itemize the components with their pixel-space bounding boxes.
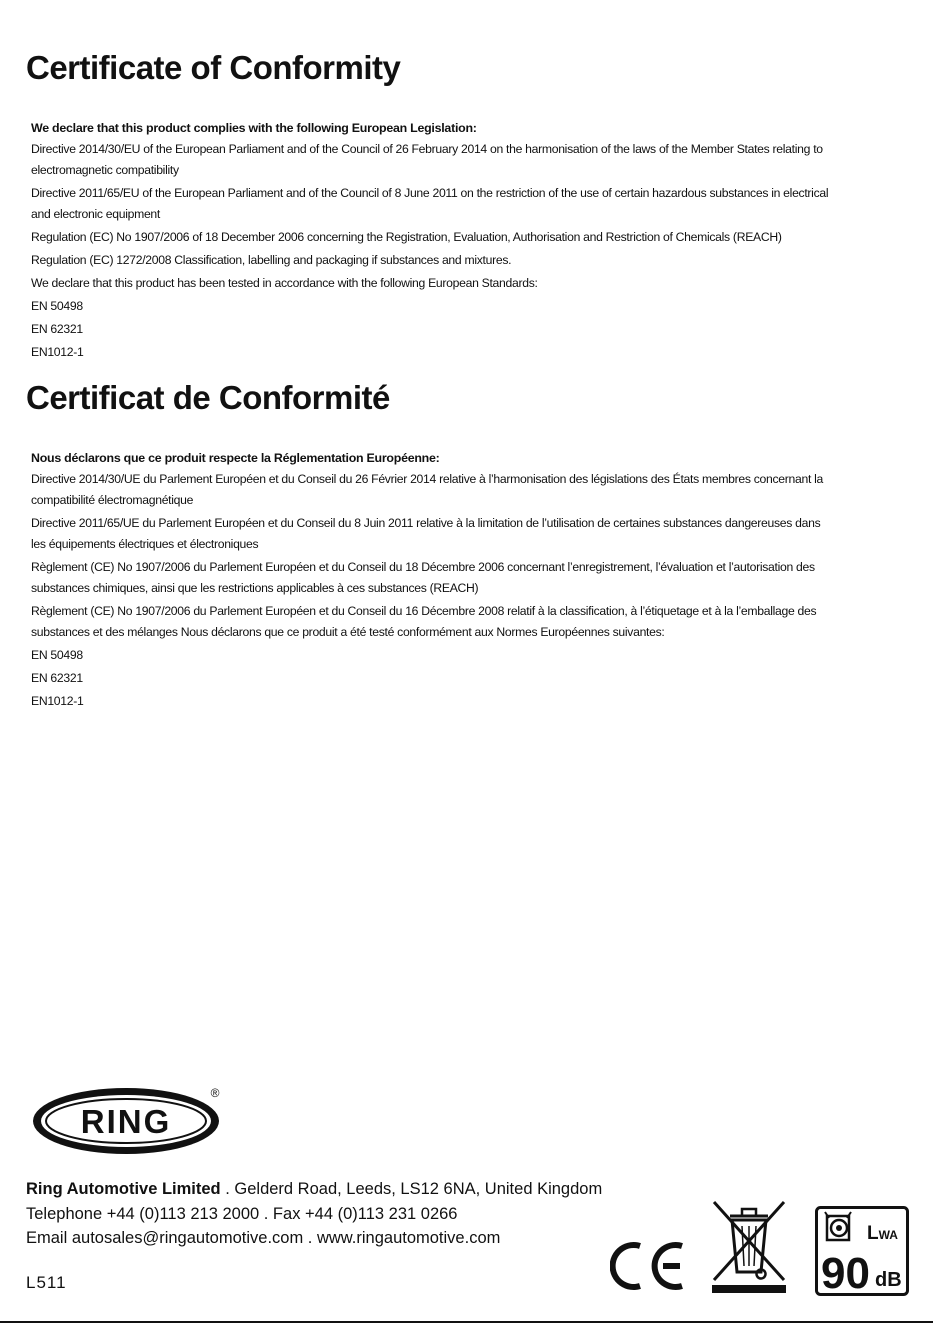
- fr-paragraph: Règlement (CE) No 1907/2006 du Parlement Européen et du Conseil du 16 Décembre 2008 relatif à la classification, à l’étiquetage et à la l’emballage des substances et des mélanges Nous déclarons que ce produit a été testé conformément aux Normes Européennes suivantes:: [31, 604, 817, 639]
- bottom-rule: [0, 1321, 933, 1323]
- email-line: Email autosales@ringautomotive.com . www.ringautomotive.com: [26, 1229, 501, 1247]
- contact-block: [26, 1177, 602, 1251]
- fr-standard: EN1012-1: [31, 694, 84, 708]
- fr-paragraph: Directive 2014/30/UE du Parlement Européen et du Conseil du 26 Février 2014 relative à l’harmonisation des législations des États membres concernant la compatibilité électromagnétique: [31, 472, 824, 507]
- phone-line: Telephone +44 (0)113 213 2000 . Fax +44 (0)113 231 0266: [26, 1204, 458, 1223]
- en-paragraph: We declare that this product has been tested in accordance with the following European Standards:: [31, 276, 538, 290]
- fr-paragraph: Directive 2011/65/UE du Parlement Européen et du Conseil du 8 Juin 2011 relative à la limitation de l’utilisation de certaines substances dangereuses dans les équipements électriques et électroniques: [31, 516, 821, 551]
- certificate-en-section: [26, 50, 846, 365]
- noise-level-label: [815, 1206, 911, 1303]
- en-paragraph: Directive 2011/65/EU of the European Parliament and of the Council of 8 June 2011 on the restriction of the use of certain hazardous substances in electrical and electronic equipment: [31, 186, 829, 221]
- en-standard: EN 62321: [31, 322, 83, 336]
- certificate-fr-title: Certificat de Conformité: [26, 379, 390, 416]
- address-line: [26, 1177, 602, 1202]
- fr-paragraph: Règlement (CE) No 1907/2006 du Parlement Européen et du Conseil du 18 Décembre 2006 concernant l’enregistrement, l’évaluation et l’autorisation des substances chimiques, ainsi que les restrictions applicables à ces substances (REACH): [31, 560, 815, 595]
- product-code: L511: [26, 1273, 67, 1292]
- noise-value: 90: [821, 1249, 870, 1298]
- company-name: Ring Automotive Limited: [26, 1180, 221, 1198]
- en-paragraph: Directive 2014/30/EU of the European Parliament and of the Council of 26 February 2014 on the harmonisation of the laws of the Member States relating to electromagnetic compatibility: [31, 142, 823, 177]
- certificate-fr-section: [26, 380, 846, 714]
- registered-mark: ®: [210, 1086, 220, 1100]
- certificate-en-title: Certificate of Conformity: [26, 49, 401, 86]
- weee-bin-icon: [708, 1198, 790, 1301]
- ce-mark-icon: [610, 1240, 688, 1297]
- ring-logo-text: RING: [80, 1103, 172, 1140]
- en-standard: EN 50498: [31, 299, 83, 313]
- noise-label-text: LWA: [867, 1223, 898, 1244]
- certificate-fr-intro: Nous déclarons que ce produit respecte la Réglementation Européenne:: [31, 451, 440, 465]
- certificate-en-intro: We declare that this product complies with the following European Legislation:: [31, 121, 477, 135]
- company-address: . Gelderd Road, Leeds, LS12 6NA, United Kingdom: [220, 1180, 603, 1198]
- ear-protection-icon: [825, 1212, 851, 1240]
- ce-mark-label: CE: [610, 1240, 612, 1241]
- en-paragraph: Regulation (EC) 1272/2008 Classification, labelling and packaging if substances and mixtures.: [31, 253, 512, 267]
- en-standard: EN1012-1: [31, 345, 84, 359]
- noise-unit: dB: [875, 1269, 902, 1291]
- fr-standard: EN 50498: [31, 648, 83, 662]
- fr-standard: EN 62321: [31, 671, 83, 685]
- ring-logo: [30, 1084, 226, 1161]
- en-paragraph: Regulation (EC) No 1907/2006 of 18 December 2006 concerning the Registration, Evaluation, Authorisation and Restriction of Chemicals (REACH): [31, 230, 782, 244]
